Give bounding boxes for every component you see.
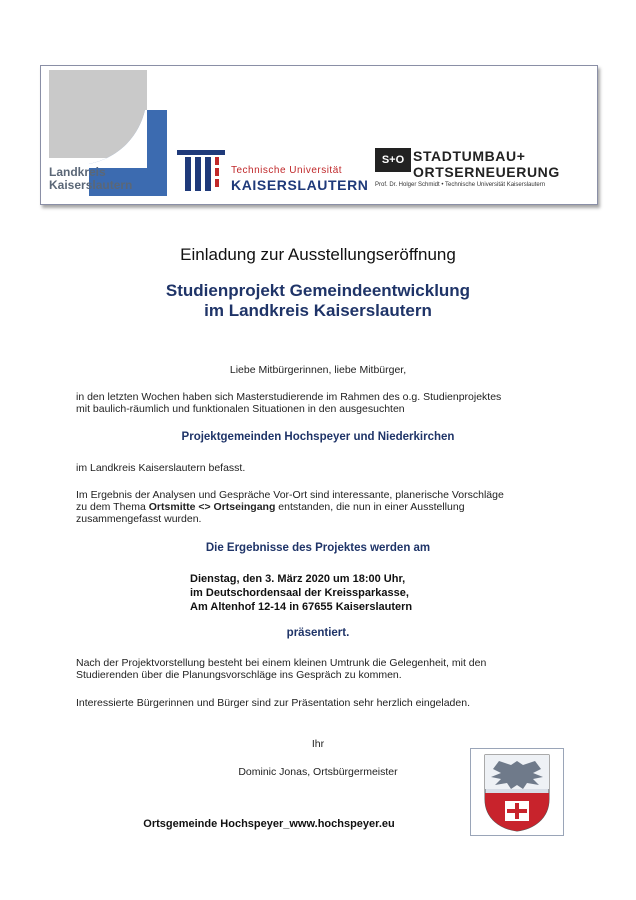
signature: Dominic Jonas, Ortsbürgermeister	[238, 766, 398, 778]
page-title: Einladung zur Ausstellungseröffnung	[180, 245, 456, 264]
event-details	[190, 572, 412, 614]
event-date: Dienstag, den 3. März 2020 um 18:00 Uhr,	[190, 573, 406, 585]
theme-highlight: Ortsmitte <> Ortseingang	[148, 501, 276, 513]
stadtumbau-logo-line2: ORTSERNEUERUNG	[413, 164, 560, 180]
stadtumbau-logo-line3: Prof. Dr. Holger Schmidt • Technische Universität Kaiserslautern	[375, 182, 546, 188]
paragraph-location: im Landkreis Kaiserslautern befasst.	[76, 462, 246, 474]
paragraph-intro: in den letzten Wochen haben sich Masterstudierende im Rahmen des o.g. Studienprojektes mit baulich-räumlich und funktionalen Situationen in den ausgesuchten	[76, 391, 502, 415]
event-address: Am Altenhof 12-14 in 67655 Kaiserslautern	[190, 601, 413, 613]
subtitle-line2: im Landkreis Kaiserslautern	[204, 301, 432, 320]
stadtumbau-logo-line1: STADTUMBAU+	[413, 148, 526, 164]
paragraph-results: Im Ergebnis der Analysen und Gespräche Vor-Ort sind interessante, planerische Vorschläge zu dem Thema Ortsmitte <> Ortseingang entstanden, die nun in einer Ausstellung zusammengefasst wurden.	[76, 489, 504, 525]
results-heading: Die Ergebnisse des Projektes werden am	[205, 542, 431, 554]
header-banner	[40, 65, 598, 205]
stadtumbau-logo-box: S+O	[375, 148, 411, 172]
tu-logo-line1: Technische Universität	[231, 165, 343, 176]
presented-heading: präsentiert.	[286, 627, 350, 639]
project-communities-heading: Projektgemeinden Hochspeyer und Niederkirchen	[181, 431, 455, 443]
tu-logo-line2: KAISERSLAUTERN	[231, 177, 369, 193]
page-subtitle	[0, 281, 636, 321]
subtitle-line1: Studienprojekt Gemeindeentwicklung	[165, 281, 471, 300]
paragraph-invitation: Interessierte Bürgerinnen und Bürger sind zur Präsentation sehr herzlich eingeladen.	[76, 697, 470, 709]
greeting: Liebe Mitbürgerinnen, liebe Mitbürger,	[229, 364, 407, 376]
event-venue: im Deutschordensaal der Kreissparkasse,	[190, 587, 409, 599]
paragraph-reception: Nach der Projektvorstellung besteht bei einem kleinen Umtrunk die Gelegenheit, mit den Studierenden über die Planungsvorschläge ins Gespräch zu kommen.	[76, 657, 487, 681]
closing: Ihr	[311, 738, 325, 750]
footer-website: Ortsgemeinde Hochspeyer_www.hochspeyer.eu	[143, 818, 395, 830]
landkreis-logo-text: Landkreis Kaiserslautern	[49, 165, 133, 192]
